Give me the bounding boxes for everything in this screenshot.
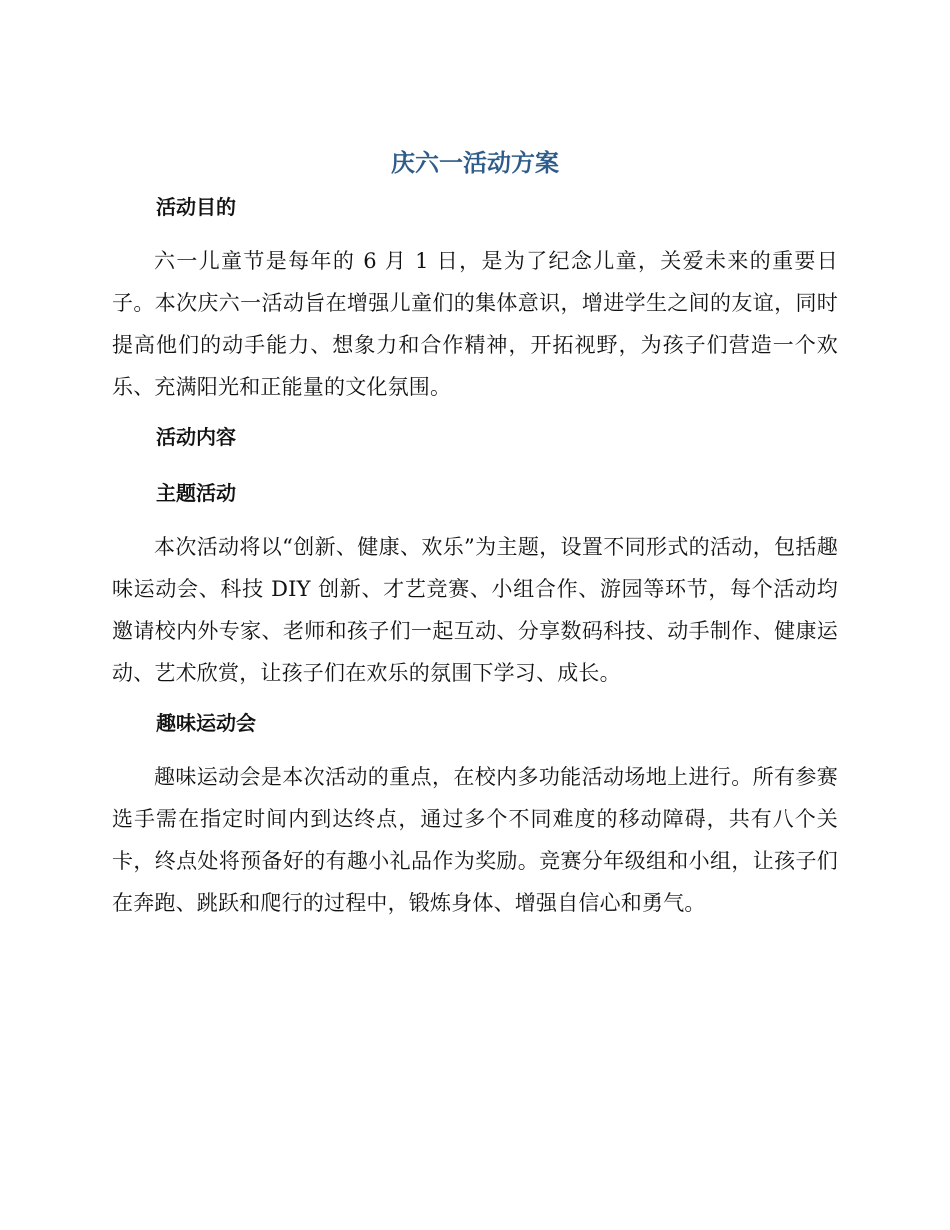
document-title: 庆六一活动方案 [391,149,559,177]
section-heading-purpose: 活动目的 [156,195,236,219]
section-heading-content: 活动内容 [156,425,236,449]
paragraph-theme: 本次活动将以“创新、健康、欢乐”为主题，设置不同形式的活动，包括趣味运动会、科技 DIY 创新、才艺竞赛、小组合作、游园等环节，每个活动均邀请校内外专家、老师和孩子们一起互动、分享数码科技、动手制作、健康运动、艺术欣赏，让孩子们在欢乐的氛围下学习、成长。 [112,535,838,685]
section-heading-sports: 趣味运动会 [156,711,256,735]
paragraph-sports: 趣味运动会是本次活动的重点，在校内多功能活动场地上进行。所有参赛选手需在指定时间内到达终点，通过多个不同难度的移动障碍，共有八个关卡，终点处将预备好的有趣小礼品作为奖励。竞赛分年级组和小组，让孩子们在奔跑、跳跃和爬行的过程中，锻炼身体、增强自信心和勇气。 [112,765,838,915]
section-heading-theme: 主题活动 [156,481,236,505]
paragraph-purpose: 六一儿童节是每年的 6 月 1 日，是为了纪念儿童，关爱未来的重要日子。本次庆六一活动旨在增强儿童们的集体意识，增进学生之间的友谊，同时提高他们的动手能力、想象力和合作精神，开拓视野，为孩子们营造一个欢乐、充满阳光和正能量的文化氛围。 [112,249,838,399]
document-body [112,146,838,924]
